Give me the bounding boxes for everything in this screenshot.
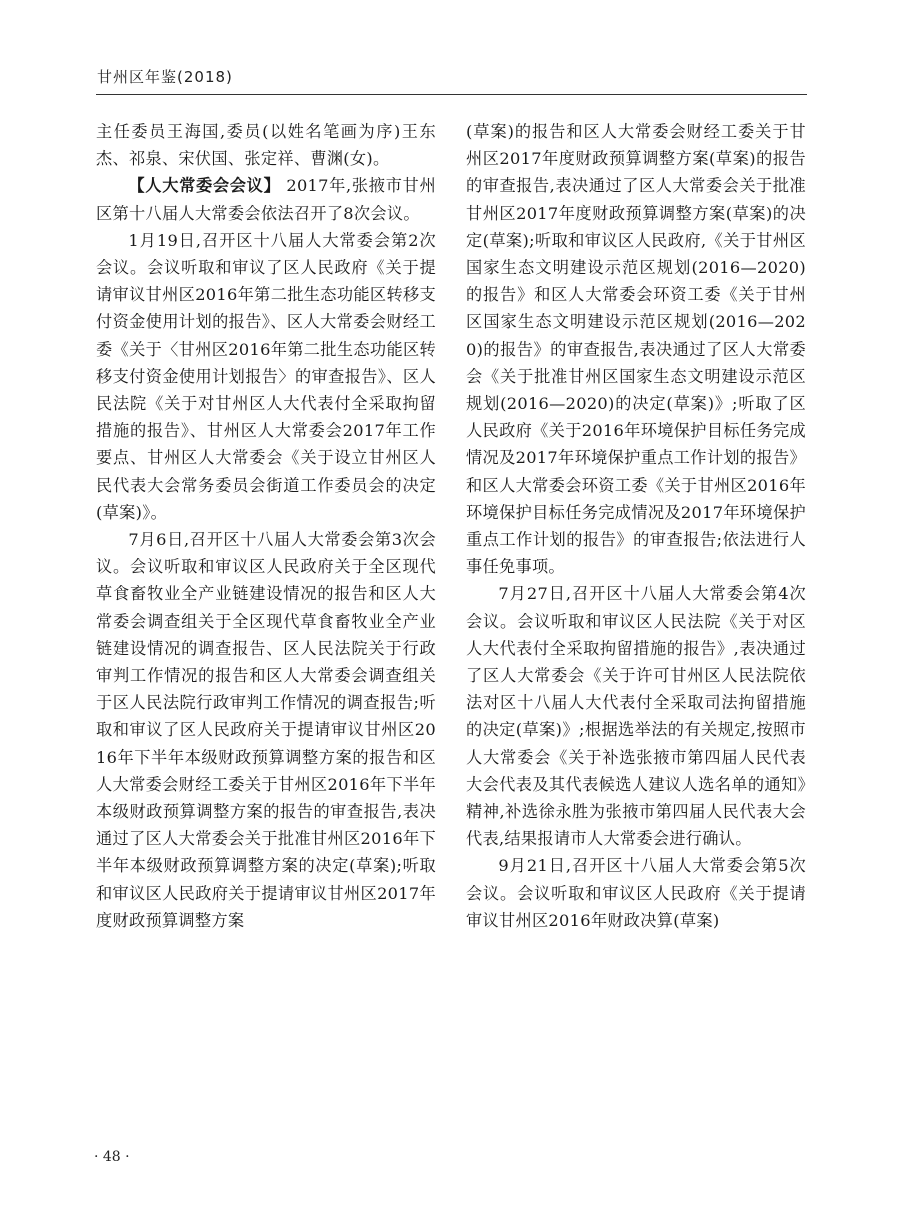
left-paragraph-3: 1月19日,召开区十八届人大常委会第2次会议。会议听取和审议了区人民政府《关于提请审议甘州区2016年第二批生态功能区转移支付资金使用计划的报告》、区人大常委会财经工委《关于〈甘州区2016年第二批生态功能区转移支付资金使用计划报告〉的审查报告》、区人民法院《关于对甘州区人大代表付全采取拘留措施的报告》、甘州区人大常委会2017年工作要点、甘州区人大常委会《关于设立甘州区人民代表大会常务委员会街道工作委员会的决定(草案)》。 <box>96 230 436 522</box>
right-column <box>466 118 806 934</box>
page-number: · 48 · <box>94 1149 130 1165</box>
left-paragraph-2 <box>96 172 436 226</box>
right-paragraph-1: (草案)的报告和区人大常委会财经工委关于甘州区2017年度财政预算调整方案(草案)的报告的审查报告,表决通过了区人大常委会关于批准甘州区2017年度财政预算调整方案(草案)的决定(草案);听取和审议区人民政府,《关于甘州区国家生态文明建设示范区规划(2016—2020)的报告》和区人大常委会环资工委《关于甘州区国家生态文明建设示范区规划(2016—2020)的报告》的审查报告,表决通过了区人大常委会《关于批准甘州区国家生态文明建设示范区规划(2016—2020)的决定(草案)》;听取了区人民政府《关于2016年环境保护目标任务完成情况及2017年环境保护重点工作计划的报告》和区人大常委会环资工委《关于甘州区2016年环境保护目标任务完成情况及2017年环境保护重点工作计划的报告》的审查报告;依法进行人事任免事项。 <box>466 122 806 577</box>
right-paragraph-3: 9月21日,召开区十八届人大常委会第5次会议。会议听取和审议区人民政府《关于提请审议甘州区2016年财政决算(草案) <box>466 856 806 930</box>
left-column <box>96 118 436 934</box>
left-paragraph-4: 7月6日,召开区十八届人大常委会第3次会议。会议听取和审议区人民政府关于全区现代草食畜牧业全产业链建设情况的报告和区人大常委会调查组关于全区现代草食畜牧业全产业链建设情况的调查报告、区人民法院关于行政审判工作情况的报告和区人大常委会调查组关于区人民法院行政审判工作情况的调查报告;听取和审议了区人民政府关于提请审议甘州区2016年下半年本级财政预算调整方案的报告和区人大常委会财经工委关于甘州区2016年下半年本级财政预算调整方案的报告的审查报告,表决通过了区人大常委会关于批准甘州区2016年下半年本级财政预算调整方案的决定(草案);听取和审议区人民政府关于提请审议甘州区2017年度财政预算调整方案 <box>96 530 436 930</box>
section-heading: 【人大常委会会议】 <box>128 176 281 196</box>
left-paragraph-1: 主任委员王海国,委员(以姓名笔画为序)王东杰、祁泉、宋伏国、张定祥、曹渊(女)。 <box>96 122 436 169</box>
right-paragraph-2: 7月27日,召开区十八届人大常委会第4次会议。会议听取和审议区人民法院《关于对区人大代表付全采取拘留措施的报告》,表决通过了区人大常委会《关于许可甘州区人民法院依法对区十八届人大代表付全采取司法拘留措施的决定(草案)》;根据选举法的有关规定,按照市人大常委会《关于补选张掖市第四届人民代表大会代表及其代表候选人建议人选名单的通知》精神,补选徐永胜为张掖市第四届人民代表大会代表,结果报请市人大常委会进行确认。 <box>466 584 806 849</box>
section-intro-text: 2017年,张掖市甘州区第十八届人大常委会依法召开了8次会议。 <box>96 176 436 223</box>
header-rule <box>96 94 807 95</box>
running-header-title: 甘州区年鉴(2018) <box>97 68 233 86</box>
